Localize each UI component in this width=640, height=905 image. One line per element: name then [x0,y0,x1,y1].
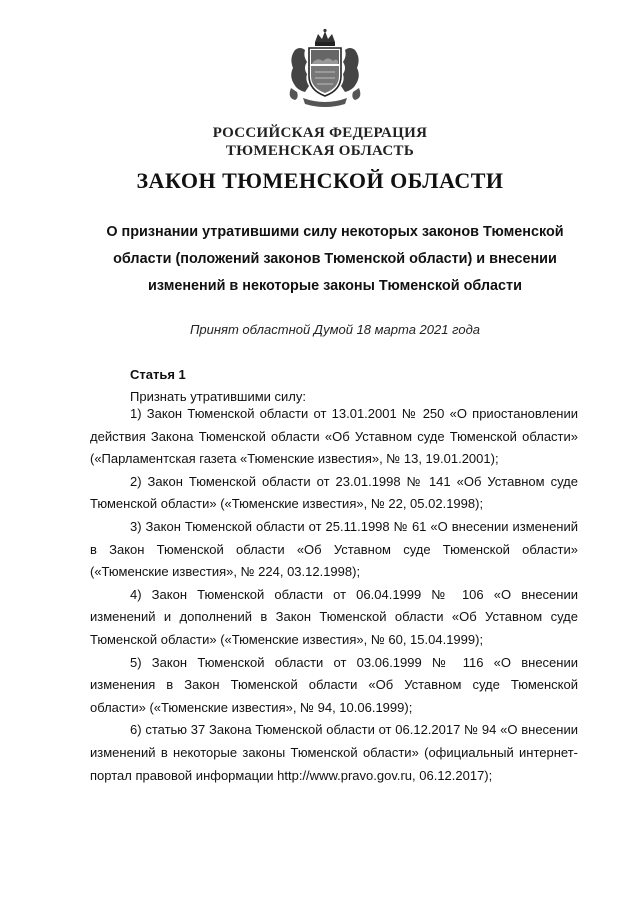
list-item: 5) Закон Тюменской области от 03.06.1999 № 116 «О внесении изменения в Закон Тюменской области «Об Уставном суде Тюменской области» («Тюменские известия», № 94, 10.06.1999); [90,654,578,715]
list-item: 1) Закон Тюменской области от 13.01.2001 № 250 «О приостановлении действия Закона Тюменской области «Об Уставном суде Тюменской области» («Парламентская газета «Тюменские известия», № 13, 19.01.2001); [90,406,578,467]
list-item: 2) Закон Тюменской области от 23.01.1998 № 141 «Об Уставном суде Тюменской области» («Тюменские известия», № 22, 05.02.1998); [90,473,578,512]
article-intro: Признать утратившими силу: [130,389,306,404]
tyumen-coat-of-arms-icon [285,28,365,112]
adoption-note: Принят областной Думой 18 марта 2021 года [190,322,480,337]
law-heading: О признании утратившими силу некоторых законов Тюменской области (положений законов Тюменской области) и внесении изменений в некоторые законы Тюменской области [106,224,564,294]
list-item: 6) статью 37 Закона Тюменской области от 06.12.2017 № 94 «О внесении изменений в некоторые законы Тюменской области» (официальный интернет-портал правовой информации http://www.pravo.gov.ru, 06.12.2017); [90,722,578,783]
law-title: ЗАКОН ТЮМЕНСКОЙ ОБЛАСТИ [136,168,504,193]
region-name: ТЮМЕНСКАЯ ОБЛАСТЬ [225,143,415,159]
list-item: 4) Закон Тюменской области от 06.04.1999 № 106 «О внесении изменений и дополнений в Закон Тюменской области «Об Уставном суде Тюменской области» («Тюменские известия», № 60, 15.04.1999); [90,586,578,647]
country-name: РОССИЙСКАЯ ФЕДЕРАЦИЯ [212,125,428,141]
article-items [90,403,578,787]
article-title: Статья 1 [130,367,186,382]
list-item: 3) Закон Тюменской области от 25.11.1998 № 61 «О внесении изменений в Закон Тюменской области «Об Уставном суде Тюменской области» («Тюменские известия», № 224, 03.12.1998); [90,518,578,580]
